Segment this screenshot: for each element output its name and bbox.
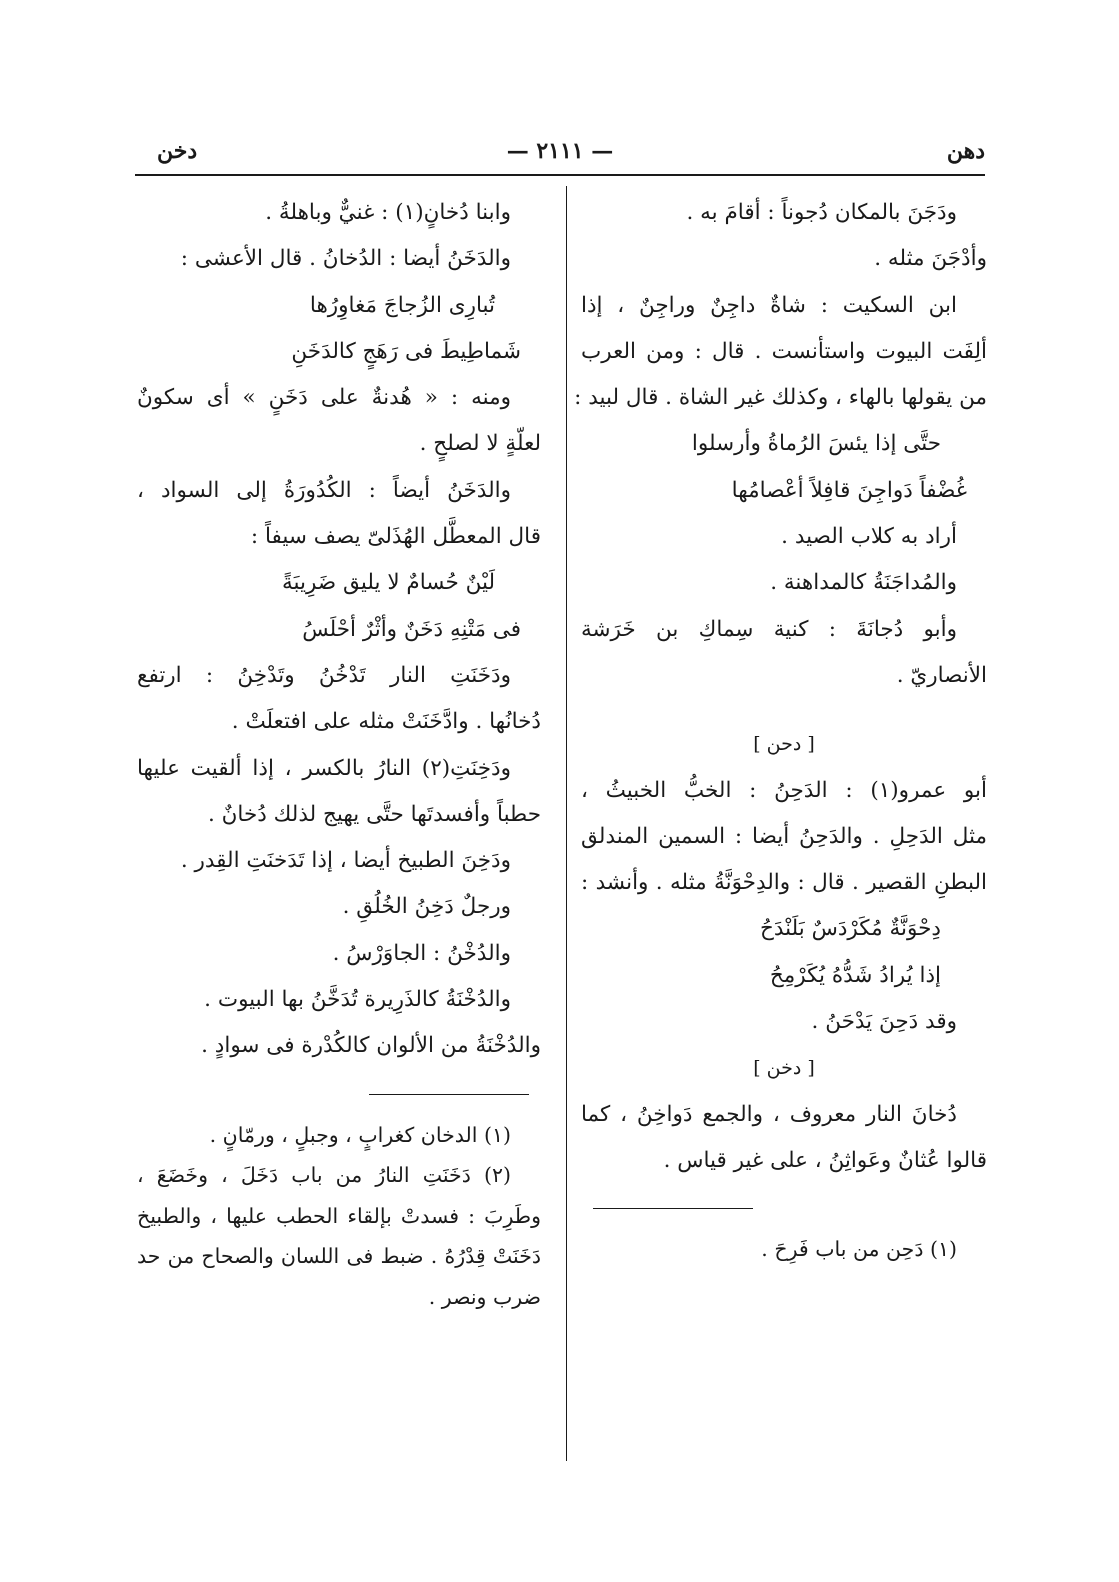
spacer — [581, 699, 987, 721]
footnote-rule — [593, 1208, 753, 1209]
text-line: دُخانَ النار معروف ، والجمع دَواخِنُ ، كما — [581, 1101, 957, 1127]
verse-line: غُضْفاً دَواجِنَ قافِلاً أعْصامُها — [731, 477, 967, 503]
text-line: والدُخْنَةُ كالذَرِيرة تُدَخَّنُ بها البيوت . — [204, 987, 511, 1013]
verse-line: شَماطِيطَ فى رَهَجٍ كالدَخَنِ — [291, 338, 521, 364]
footnote: (١) دَحِن من باب فَرِحَ . — [761, 1237, 957, 1262]
text-line: ودَخِنَتِ(٢) النارُ بالكسر ، إذا ألقيت عليها — [137, 755, 511, 781]
footnote: ضرب ونصر . — [428, 1284, 541, 1309]
text-line: مثل الدَحِلِ . والدَحِنُ أيضا : السمين المندلق — [581, 823, 987, 849]
verse-line: لَيْنٌ حُسامٌ لا يليق ضَرِيبَةً — [282, 570, 495, 596]
text-line: حطباً وأفسدتَها حتَّى يهيج لذلك دُخانٌ . — [207, 801, 541, 827]
text-line: والمُداجَنَةُ كالمداهنة . — [770, 570, 957, 596]
text-line: وأبو دُجانَةَ : كنية سِماكِ بن خَرَشة — [581, 616, 957, 642]
running-header — [135, 138, 985, 172]
text-line: ومنه : « هُدنةٌ على دَخَنٍ » أى سكونٌ — [137, 385, 511, 411]
text-line: والدُخْنَةُ من الألوان كالكُدْرة فى سوادٍ . — [201, 1033, 541, 1059]
text-line: وقد دَحِنَ يَدْحَنُ . — [811, 1009, 957, 1035]
text-line: ألِفَت البيوت واستأنست . قال : ومن العرب — [581, 338, 987, 364]
text-line: ابن السكيت : شاةٌ داجِنٌ وراجِنٌ ، إذا — [581, 292, 957, 318]
verse-line: دِحْوَنَّةٌ مُكَرْدَسٌ بَلَنْدَحُ — [760, 916, 941, 942]
text-line: والدَخَنُ أيضا : الدُخانُ . قال الأعشى : — [180, 246, 511, 272]
text-line: أراد به كلاب الصيد . — [781, 524, 957, 550]
section-heading: [ دخن ] — [753, 1057, 815, 1080]
text-line: وأدْجَنَ مثله . — [874, 246, 987, 272]
footnote: دَخَنَتْ قِدْرُهُ . ضبط فى اللسان والصحاح من حد — [137, 1244, 541, 1269]
verse-line: إذا يُرادُ شَدُّهُ يُكَرْمِحُ — [769, 962, 941, 988]
text-line: قالوا عُثانٌ وعَواثِنُ ، على غير قياس . — [663, 1147, 987, 1173]
text-line: قال المعطَّل الهُذَلىّ يصف سيفاً : — [250, 524, 541, 550]
text-line: البطنِ القصير . قال : والدِحْوَنَّةُ مثله . وأنشد : — [581, 870, 987, 896]
footnote-rule — [369, 1094, 529, 1095]
verse-line: فى مَتْنِهِ دَخَنٌ وأثْرٌ أحْلَسُ — [302, 616, 521, 642]
text-line: ودَخِنَ الطبيخ أيضا ، إذا تَدَخنَتِ القِدر . — [180, 848, 511, 874]
text-line: لعلّةٍ لا لصلحٍ . — [419, 431, 541, 457]
text-line: ودَخَنَتِ النار تَدْخُنُ وتَدْخِنُ : ارتفع — [137, 662, 511, 688]
text-line: ورجلٌ دَخِنُ الخُلُقِ . — [342, 894, 511, 920]
text-line: والدُخْنُ : الجاوَرْسُ . — [332, 940, 511, 966]
column-divider — [566, 186, 567, 1461]
page-number: — ٢١١١ — — [506, 138, 614, 164]
left-column — [137, 190, 541, 1317]
text-line: الأنصاريّ . — [896, 662, 987, 688]
header-keyword-right: دهن — [946, 138, 985, 164]
verse-line: تُبارِى الزُجاجَ مَغاوِرُها — [309, 292, 495, 318]
text-line: ودَجَنَ بالمكان دُجوناً : أقامَ به . — [686, 200, 957, 225]
text-line: من يقولها بالهاء ، وكذلك غير الشاة . قال لبيد : — [574, 385, 987, 411]
footnote: (١) الدخان كغرابٍ ، وجبلٍ ، ورمّانٍ . — [209, 1122, 511, 1147]
text-line: والدَخَنُ أيضاً : الكُدُورَةُ إلى السواد ، — [137, 477, 511, 503]
right-column — [574, 190, 987, 1270]
footnote: وطَرِبَ : فسدتْ بإلقاء الحطب عليها ، والطبيخ — [137, 1203, 541, 1228]
header-keyword-left: دخن — [157, 138, 198, 164]
text-line: وابنا دُخانٍ(١) : غنيٌّ وباهلةُ . — [265, 200, 511, 225]
verse-line: حتَّى إذا يئسَ الرُماةُ وأرسلوا — [691, 431, 941, 457]
text-line: دُخانُها . وادَّخَنَتْ مثله على افتعلَتْ . — [231, 709, 541, 735]
footnote: (٢) دَخَنَتِ النارُ من باب دَخَلَ ، وخَضَعَ ، — [137, 1163, 511, 1188]
section-heading: [ دحن ] — [753, 733, 815, 756]
header-rule — [135, 174, 985, 176]
text-line: أبو عمرو(١) : الدَحِنُ : الخبُّ الخبيثُ ، — [581, 777, 987, 803]
